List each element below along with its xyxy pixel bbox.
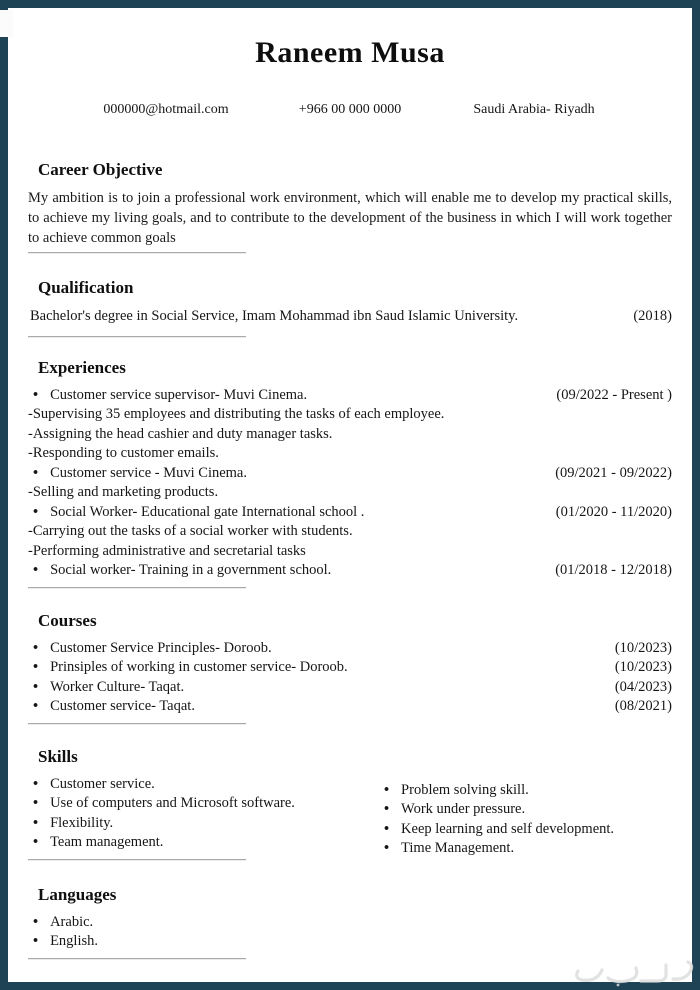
experience-role (28, 503, 672, 523)
course-text: Customer Service Principles- Doroob. (50, 639, 272, 656)
contact-row (28, 102, 672, 118)
skill-text: Team management. (50, 834, 164, 850)
section-title-experiences: Experiences (38, 357, 126, 377)
section-title-skills: Skills (38, 746, 78, 766)
section-title-courses: Courses (38, 610, 97, 630)
skill-text: Problem solving skill. (401, 781, 529, 798)
experience-date: (01/2018 - 12/2018) (555, 562, 672, 578)
course-item (28, 639, 672, 659)
course-date: (10/2023) (614, 639, 672, 656)
experience-role (28, 561, 672, 581)
bullet-icon (33, 913, 38, 933)
course-text: Worker Culture- Taqat. (50, 678, 185, 695)
qualification-item (28, 307, 672, 327)
course-date: (08/2021) (614, 698, 672, 714)
course-item (28, 697, 672, 717)
bullet-icon (33, 561, 38, 581)
section-title-languages: Languages (38, 884, 117, 904)
phone-text: +966 00 000 0000 (298, 102, 402, 117)
career-objective-text: My ambition is to join a professional work environment, which will enable me to develop my practical skills, to achieve my living goals, and to contribute to the development of the business in which I will work together to achieve common goals (28, 190, 672, 246)
skill-text: Customer service. (50, 775, 155, 792)
experiences-list (28, 386, 672, 581)
section-title-qualification: Qualification (38, 278, 134, 297)
course-text: Prinsiples of working in customer service- Doroob. (50, 659, 348, 675)
section-divider (28, 723, 246, 725)
courses-list (28, 639, 672, 717)
qualification-text: Bachelor's degree in Social Service, Imam Mohammad ibn Saud Islamic University. (30, 308, 519, 324)
course-date: (10/2023) (614, 659, 672, 675)
page-title: Raneem Musa (255, 36, 445, 69)
bullet-icon (33, 775, 38, 795)
skills-right-column (379, 781, 637, 861)
corner-notch (0, 10, 13, 37)
skill-text: Flexibility. (50, 814, 114, 831)
language-item (28, 932, 672, 952)
bullet-icon (384, 800, 389, 820)
section-divider (28, 859, 246, 861)
bullet-icon (33, 697, 38, 717)
bullet-icon (33, 658, 38, 678)
language-item (28, 913, 672, 933)
email-text: 000000@hotmail.com (103, 102, 229, 117)
experience-role-text: Social Worker- Educational gate International school . (50, 503, 365, 520)
experience-role-text: Customer service - Muvi Cinema. (50, 464, 247, 481)
page-body (8, 8, 692, 982)
skill-item (28, 833, 331, 853)
bullet-icon (33, 833, 38, 853)
skill-item (28, 794, 331, 814)
course-item (28, 678, 672, 698)
bullet-icon (384, 820, 389, 840)
course-date: (04/2023) (614, 678, 672, 695)
section-divider (28, 252, 246, 254)
skill-item (379, 781, 637, 801)
languages-list (28, 913, 672, 952)
skill-text: Use of computers and Microsoft software. (50, 795, 295, 811)
experience-date: (09/2022 - Present ) (556, 386, 672, 403)
course-item (28, 658, 672, 678)
section-divider (28, 587, 246, 589)
language-text: English. (50, 933, 99, 949)
section-title-career-objective: Career Objective (38, 160, 163, 179)
experience-role-text: Social worker- Training in a government school. (50, 562, 332, 578)
skills-columns (28, 775, 672, 861)
bullet-icon (33, 678, 38, 698)
experience-role (28, 386, 672, 406)
skill-text: Keep learning and self development. (401, 820, 615, 837)
experience-date: (09/2021 - 09/2022) (555, 464, 672, 481)
skill-text: Time Management. (401, 840, 515, 856)
experience-detail: -Assigning the head cashier and duty manager tasks. (28, 425, 333, 442)
skill-text: Work under pressure. (401, 801, 526, 817)
bullet-icon (33, 639, 38, 659)
location-text: Saudi Arabia- Riyadh (473, 102, 595, 117)
section-divider (28, 336, 246, 338)
bullet-icon (33, 503, 38, 523)
experience-role (28, 464, 672, 484)
bullet-icon (33, 932, 38, 952)
experience-detail: -Performing administrative and secretarial tasks (28, 542, 306, 559)
experience-detail: -Supervising 35 employees and distributing the tasks of each employee. (28, 406, 445, 422)
skill-item (379, 820, 637, 840)
skill-item (379, 839, 637, 859)
bullet-icon (33, 794, 38, 814)
experience-detail: -Selling and marketing products. (28, 484, 219, 500)
bullet-icon (33, 386, 38, 406)
experience-detail: -Responding to customer emails. (28, 445, 219, 461)
skill-item (28, 814, 331, 834)
experience-detail: -Carrying out the tasks of a social worker with students. (28, 523, 353, 539)
skill-item (28, 775, 331, 795)
bullet-icon (384, 781, 389, 801)
skills-left-column (28, 775, 331, 861)
language-text: Arabic. (50, 913, 94, 930)
bullet-icon (33, 814, 38, 834)
experience-role-text: Customer service supervisor- Muvi Cinema. (50, 386, 308, 403)
qualification-date: (2018) (633, 308, 672, 324)
bullet-icon (33, 464, 38, 484)
course-text: Customer service- Taqat. (50, 698, 195, 714)
section-divider (28, 958, 246, 960)
skill-item (379, 800, 637, 820)
haraj-watermark-icon (572, 956, 694, 988)
experience-date: (01/2020 - 11/2020) (555, 503, 672, 520)
bullet-icon (384, 839, 389, 859)
